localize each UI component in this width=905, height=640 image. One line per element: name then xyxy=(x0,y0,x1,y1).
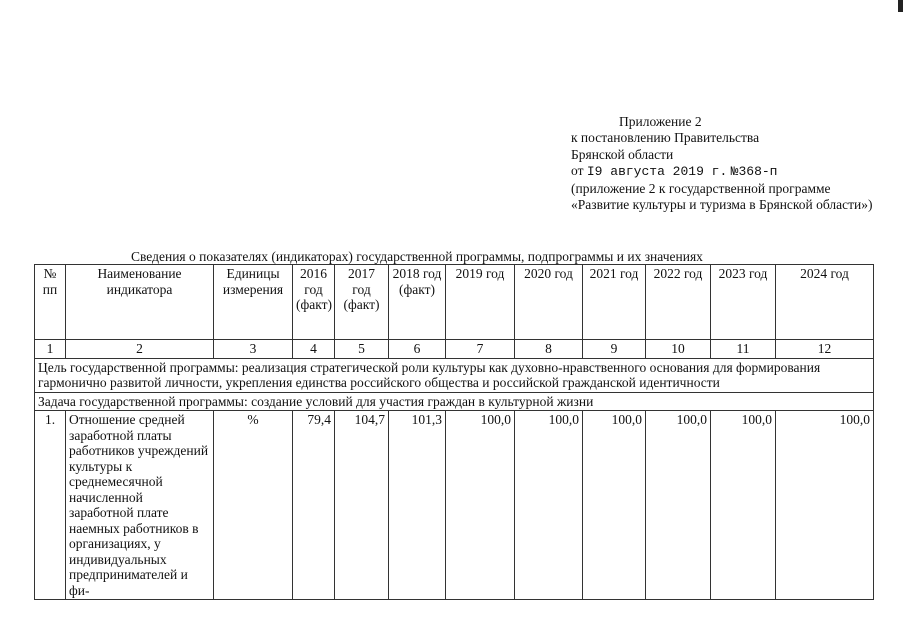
value-2022: 100,0 xyxy=(646,411,711,600)
annex-line-3 xyxy=(571,163,891,180)
annex-line-1: к постановлению Правительства xyxy=(571,130,760,146)
column-number-row xyxy=(35,340,874,359)
column-number: 10 xyxy=(646,340,711,359)
column-number: 4 xyxy=(293,340,335,359)
column-number: 2 xyxy=(66,340,214,359)
header-cell: 2017 год (факт) xyxy=(335,265,389,340)
header-cell: 2016 год (факт) xyxy=(293,265,335,340)
header-cell: 2022 год xyxy=(646,265,711,340)
header-cell: 2020 год xyxy=(515,265,583,340)
value-2021: 100,0 xyxy=(583,411,646,600)
header-cell: 2019 год xyxy=(446,265,515,340)
annex-number: №368-п xyxy=(730,164,778,180)
corner-mark xyxy=(898,0,903,12)
value-2019: 100,0 xyxy=(446,411,515,600)
header-cell: 2024 год xyxy=(776,265,874,340)
column-number: 8 xyxy=(515,340,583,359)
indicators-table xyxy=(34,264,874,600)
column-number: 6 xyxy=(389,340,446,359)
annex-block xyxy=(571,114,891,213)
task-text: Задача государственной программы: создание условий для участия граждан в культурной жизни xyxy=(35,392,874,411)
column-number: 9 xyxy=(583,340,646,359)
table-row xyxy=(35,411,874,600)
column-number: 12 xyxy=(776,340,874,359)
header-row xyxy=(35,265,874,340)
value-2016: 79,4 xyxy=(293,411,335,600)
value-2023: 100,0 xyxy=(711,411,776,600)
annex-line-2: Брянской области xyxy=(571,146,674,162)
goal-row xyxy=(35,358,874,392)
annex-line-4: (приложение 2 к государственной программе «Развитие культуры и туризма в Брянской области») xyxy=(571,180,873,213)
column-number: 7 xyxy=(446,340,515,359)
goal-text: Цель государственной программы: реализация стратегической роли культуры как духовно-нравственного основания для формирования гармонично развитой личности, укрепления единства российского общества и российской гражданской идентичности xyxy=(35,358,874,392)
value-2020: 100,0 xyxy=(515,411,583,600)
column-number: 11 xyxy=(711,340,776,359)
value-2018: 101,3 xyxy=(389,411,446,600)
column-number: 5 xyxy=(335,340,389,359)
annex-title: Приложение 2 xyxy=(619,114,702,129)
annex-date-prefix: от xyxy=(571,163,584,179)
indicator-name: Отношение средней заработной платы работников учреждений культуры к среднемесячной начисленной заработной плате наемных работников в организациях, у индивидуальных предпринимателей и фи- xyxy=(66,411,214,600)
document-heading: Сведения о показателях (индикаторах) государственной программы, подпрограммы и их значениях xyxy=(131,249,703,264)
row-number: 1. xyxy=(35,411,66,600)
column-number: 3 xyxy=(214,340,293,359)
header-cell: Наименование индикатора xyxy=(66,265,214,340)
header-cell: 2021 год xyxy=(583,265,646,340)
header-cell: Единицы измерения xyxy=(214,265,293,340)
task-row xyxy=(35,392,874,411)
header-cell: 2023 год xyxy=(711,265,776,340)
value-2024: 100,0 xyxy=(776,411,874,600)
column-number: 1 xyxy=(35,340,66,359)
indicator-unit: % xyxy=(214,411,293,600)
annex-date: I9 августа 2019 г. xyxy=(586,164,728,180)
header-cell: № пп xyxy=(35,265,66,340)
value-2017: 104,7 xyxy=(335,411,389,600)
header-cell: 2018 год (факт) xyxy=(389,265,446,340)
